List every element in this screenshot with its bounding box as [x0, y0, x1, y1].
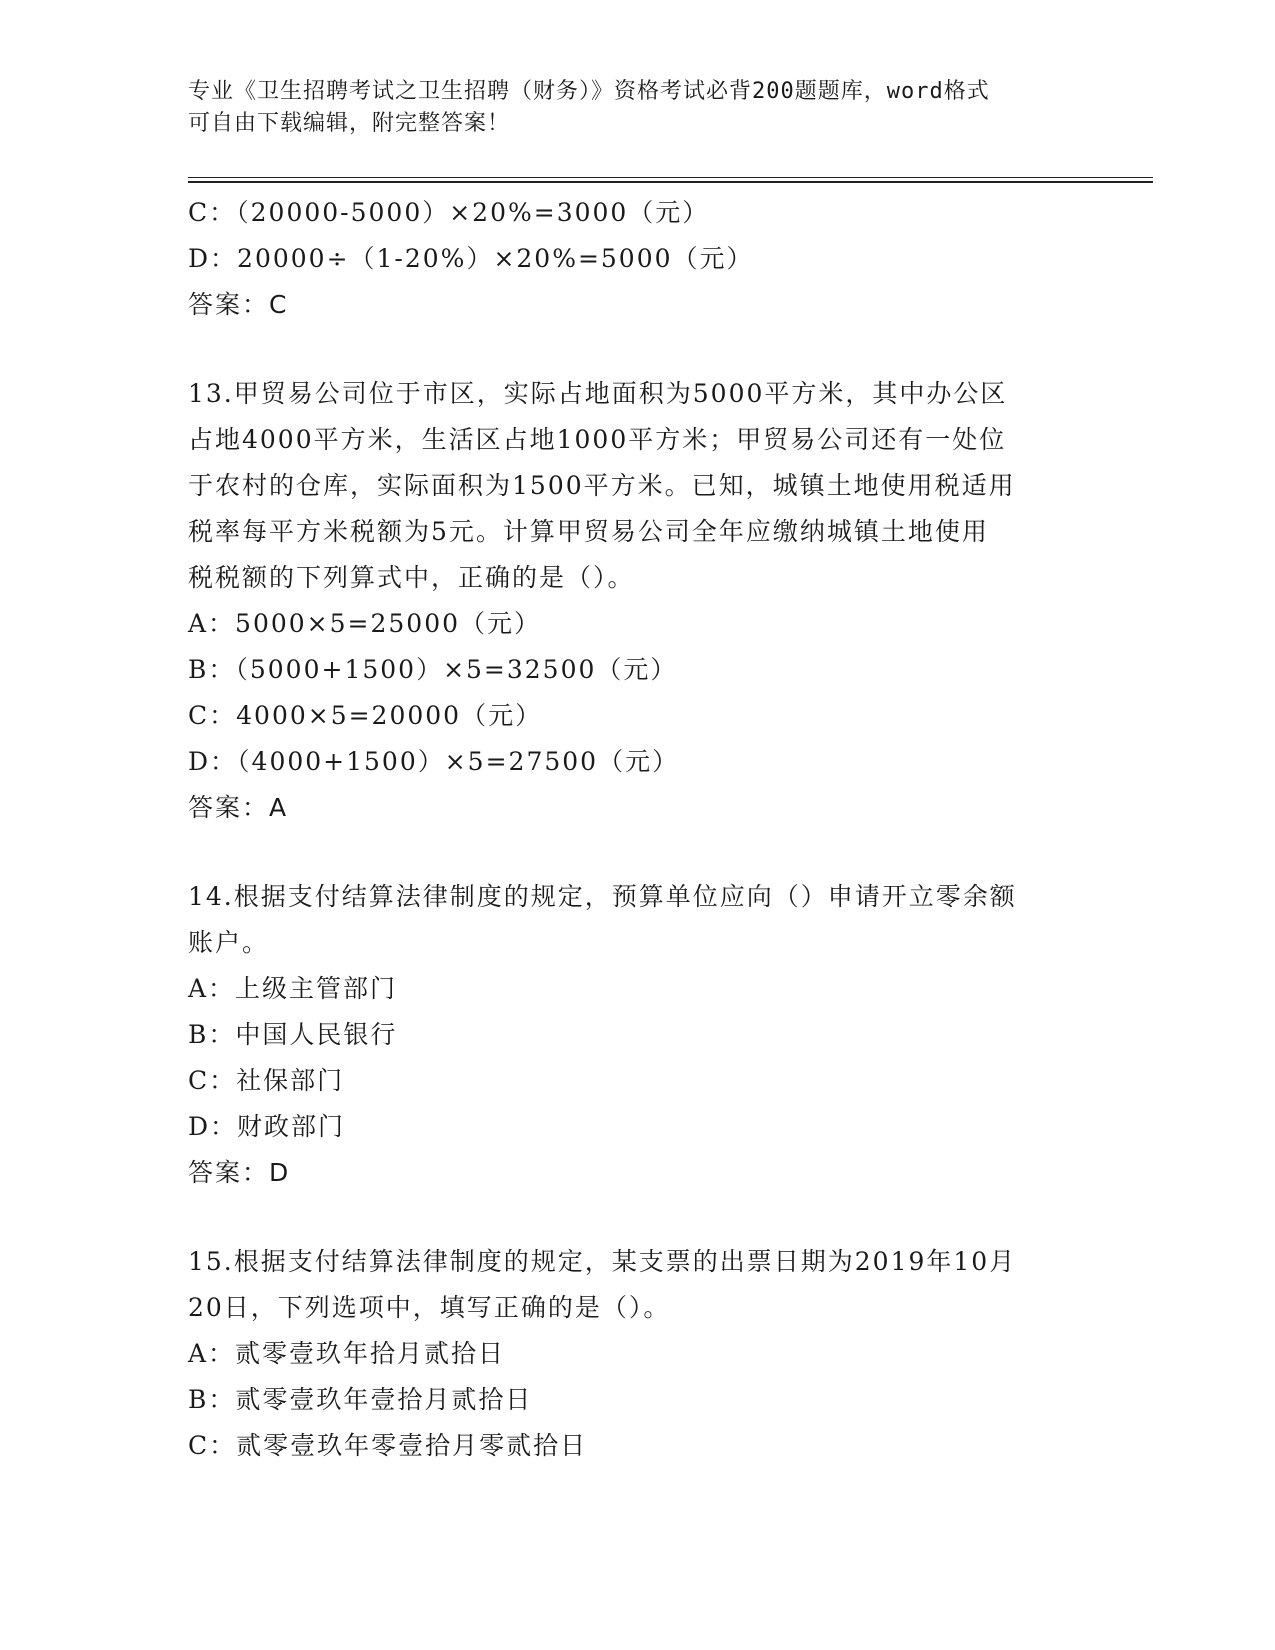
question-14	[188, 874, 1088, 1196]
question-stem-line: 税率每平方米税额为5元。计算甲贸易公司全年应缴纳城镇土地使用	[188, 517, 989, 546]
question-stem-line: 于农村的仓库，实际面积为1500平方米。已知，城镇土地使用税适用	[188, 471, 1016, 500]
answer-line: 答案：D	[188, 1158, 291, 1187]
option-b: B：中国人民银行	[188, 1020, 398, 1049]
option-c: C：（20000-5000）×20%=3000（元）	[188, 198, 710, 227]
answer-line: 答案：C	[188, 290, 289, 319]
option-a: A：5000×5=25000（元）	[188, 609, 542, 638]
question-stem-line: 14.根据支付结算法律制度的规定，预算单位应向（）申请开立零余额	[188, 882, 1017, 911]
question-stem-line: 15.根据支付结算法律制度的规定，某支票的出票日期为2019年10月	[188, 1247, 1017, 1276]
option-d: D：20000÷（1-20%）×20%=5000（元）	[188, 244, 754, 273]
answer-line: 答案：A	[188, 793, 289, 822]
option-c: C：社保部门	[188, 1066, 345, 1095]
page-header	[188, 76, 1088, 140]
option-c: C：贰零壹玖年零壹拾月零贰拾日	[188, 1431, 588, 1460]
question-stem-line: 占地4000平方米，生活区占地1000平方米；甲贸易公司还有一处位	[188, 425, 1007, 454]
question-12-tail	[188, 190, 1088, 328]
option-c: C：4000×5=20000（元）	[188, 701, 543, 730]
header-title-line-1: 专业《卫生招聘考试之卫生招聘（财务）》资格考试必背200题题库，word格式	[188, 79, 990, 104]
question-list	[188, 190, 1088, 1469]
question-stem-line: 税税额的下列算式中，正确的是（）。	[188, 563, 635, 592]
option-d: D：（4000+1500）×5=27500（元）	[188, 747, 680, 776]
option-b: B：（5000+1500）×5=32500（元）	[188, 655, 678, 684]
option-a: A：贰零壹玖年拾月贰拾日	[188, 1339, 506, 1368]
header-title-line-2: 可自由下载编辑，附完整答案！	[188, 111, 511, 136]
question-spacer	[188, 1196, 1088, 1239]
header-divider-thin	[188, 177, 1153, 178]
question-15	[188, 1239, 1088, 1469]
option-d: D：财政部门	[188, 1112, 346, 1141]
question-stem-line: 13.甲贸易公司位于市区，实际占地面积为5000平方米，其中办公区	[188, 379, 1008, 408]
question-spacer	[188, 328, 1088, 371]
question-13	[188, 371, 1088, 831]
option-b: B：贰零壹玖年壹拾月贰拾日	[188, 1385, 533, 1414]
option-a: A：上级主管部门	[188, 974, 398, 1003]
header-divider-thick	[188, 181, 1153, 183]
question-stem-line: 20日，下列选项中，填写正确的是（）。	[188, 1293, 671, 1322]
question-stem-line: 账户。	[188, 928, 270, 957]
question-spacer	[188, 831, 1088, 874]
